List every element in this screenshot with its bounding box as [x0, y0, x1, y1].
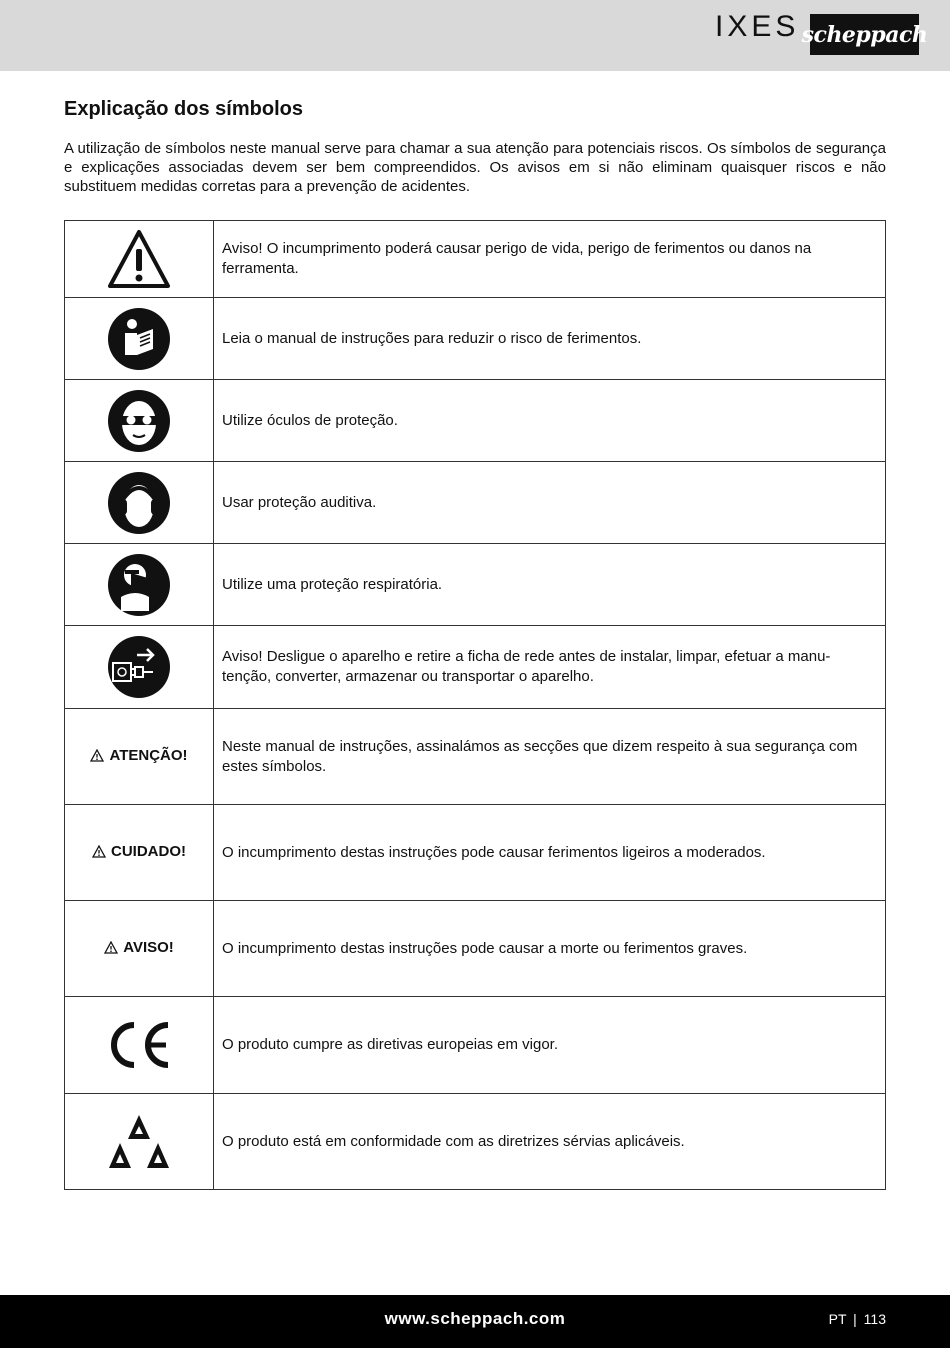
language-code: PT [828, 1311, 847, 1327]
row-text: Aviso! Desligue o aparelho e retire a ficha de rede antes de instalar, limpar, efetuar a manu-tenção, converter, armazenar ou transportar o aparelho. [214, 626, 886, 709]
icon-cell [65, 805, 214, 901]
row-text: Usar proteção auditiva. [214, 462, 886, 544]
table-row [65, 1094, 886, 1190]
table-row [65, 380, 886, 462]
row-text: Utilize uma proteção respiratória. [214, 544, 886, 626]
table-row [65, 544, 886, 626]
page-title: Explicação dos símbolos [64, 98, 303, 120]
icon-cell [65, 997, 214, 1094]
icon-cell [65, 221, 214, 298]
signal-word-caution [92, 843, 186, 860]
table-row [65, 901, 886, 997]
ear-protection-icon [107, 471, 171, 535]
signal-word-warning [104, 939, 174, 956]
page-number: PT | 113 [828, 1311, 886, 1327]
table-row [65, 462, 886, 544]
row-text: O incumprimento destas instruções pode causar a morte ou ferimentos graves. [214, 901, 886, 997]
warning-small-icon [92, 845, 106, 858]
icon-cell [65, 298, 214, 380]
icon-cell [65, 626, 214, 709]
row-text: O produto cumpre as diretivas europeias em vigor. [214, 997, 886, 1094]
read-manual-icon [107, 307, 171, 371]
row-text: O incumprimento destas instruções pode causar ferimentos ligeiros a moderados. [214, 805, 886, 901]
safety-goggles-icon [107, 389, 171, 453]
serbian-conformity-icon [106, 1112, 172, 1172]
intro-paragraph: A utilização de símbolos neste manual serve para chamar a sua atenção para potenciais riscos. Os símbolos de segurança e explicações associadas devem ser bem compreendidos. Os avisos em si não eliminam quaisquer riscos e não substituem medidas corretas para a prevenção de acidentes. [64, 140, 886, 195]
header-bar [0, 0, 950, 71]
table-row [65, 221, 886, 298]
table-row [65, 709, 886, 805]
respiratory-protection-icon [107, 553, 171, 617]
symbols-table [64, 220, 886, 1190]
signal-label: AVISO! [123, 938, 174, 956]
website-link[interactable]: www.scheppach.com [384, 1309, 566, 1328]
row-text: Utilize óculos de proteção. [214, 380, 886, 462]
table-row [65, 298, 886, 380]
warning-triangle-icon [107, 229, 171, 289]
icon-cell [65, 901, 214, 997]
table-row [65, 626, 886, 709]
row-text: Neste manual de instruções, assinalámos as secções que dizem respeito à sua segurança com estes símbolos. [214, 709, 886, 805]
table-row [65, 805, 886, 901]
signal-label: CUIDADO! [111, 842, 186, 860]
icon-cell [65, 709, 214, 805]
signal-word-attention [90, 747, 187, 764]
icon-cell [65, 544, 214, 626]
row-text: Leia o manual de instruções para reduzir o risco de ferimentos. [214, 298, 886, 380]
warning-small-icon [104, 941, 118, 954]
scheppach-logo: scheppach [810, 14, 919, 55]
icon-cell [65, 1094, 214, 1190]
ixes-logo: IXES [715, 10, 800, 43]
icon-cell [65, 380, 214, 462]
page-number-value: 113 [863, 1311, 886, 1327]
unplug-icon [107, 635, 171, 699]
warning-small-icon [90, 749, 104, 762]
row-text: O produto está em conformidade com as diretrizes sérvias aplicáveis. [214, 1094, 886, 1190]
footer-bar [0, 1295, 950, 1348]
ce-mark-icon [106, 1021, 172, 1069]
table-row [65, 997, 886, 1094]
signal-label: ATENÇÃO! [109, 746, 188, 764]
row-text: Aviso! O incumprimento poderá causar perigo de vida, perigo de ferimentos ou danos na ferramenta. [214, 221, 886, 298]
icon-cell [65, 462, 214, 544]
